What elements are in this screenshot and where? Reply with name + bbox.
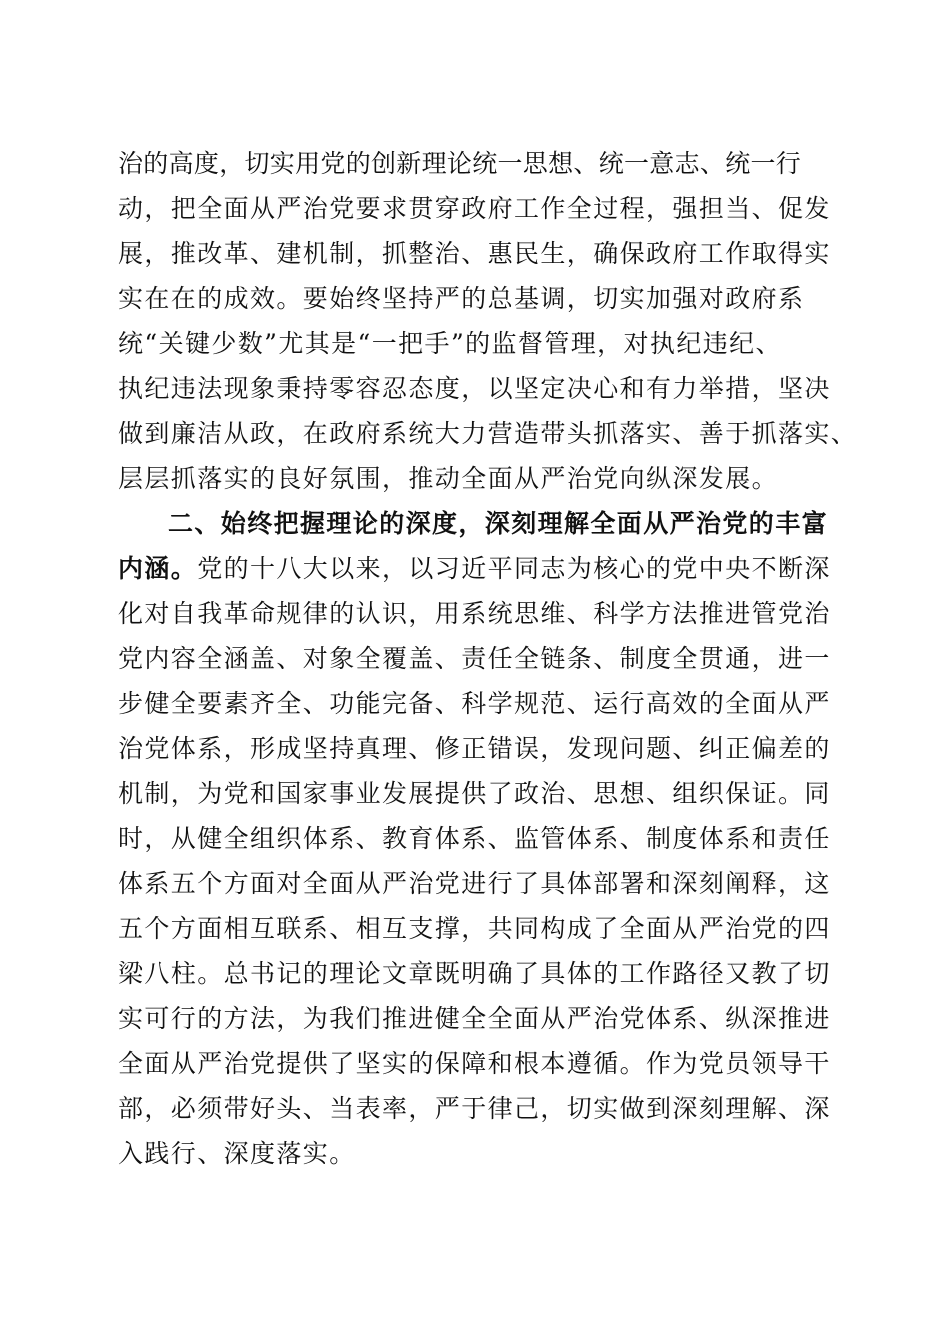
- paragraph-line: 治的高度，切实用党的创新理论统一思想、统一意志、统一行: [118, 149, 802, 178]
- section-heading: 二、始终把握理论的深度，深刻理解全面从严治党的丰富: [168, 509, 829, 538]
- paragraph-line: 梁八柱。总书记的理论文章既明确了具体的工作路径又教了切: [118, 959, 831, 988]
- paragraph-2: [118, 501, 838, 1176]
- paragraph-text: 党的十八大以来，以习近平同志为核心的党中央不断深: [197, 554, 831, 583]
- paragraph-line: 层层抓落实的良好氛围，推动全面从严治党向纵深发展。: [118, 464, 779, 493]
- paragraph-line: 机制，为党和国家事业发展提供了政治、思想、组织保证。同: [118, 779, 831, 808]
- paragraph-line: 入践行、深度落实。: [118, 1139, 356, 1168]
- paragraph-line: 做到廉洁从政，在政府系统大力营造带头抓落实、善于抓落实、: [118, 419, 858, 448]
- paragraph-line: 执纪违法现象秉持零容忍态度，以坚定决心和有力举措，坚决: [118, 374, 831, 403]
- paragraph-line: 治党体系，形成坚持真理、修正错误，发现问题、纠正偏差的: [118, 734, 831, 763]
- section-heading-end: 内涵。: [118, 554, 198, 583]
- paragraph-line: 实在在的成效。要始终坚持严的总基调，切实加强对政府系: [118, 284, 805, 313]
- paragraph-line: 时，从健全组织体系、教育体系、监管体系、制度体系和责任: [118, 824, 831, 853]
- body-text: [118, 141, 858, 1176]
- paragraph-line: 展，推改革、建机制，抓整治、惠民生，确保政府工作取得实: [118, 239, 831, 268]
- paragraph-line: 步健全要素齐全、功能完备、科学规范、运行高效的全面从严: [118, 689, 831, 718]
- paragraph-line: 统“关键少数”尤其是“一把手”的监督管理，对执纪违纪、: [118, 329, 782, 358]
- paragraph-line: 化对自我革命规律的认识，用系统思维、科学方法推进管党治: [118, 599, 831, 628]
- paragraph-line: [118, 546, 838, 591]
- paragraph-line: 五个方面相互联系、相互支撑，共同构成了全面从严治党的四: [118, 914, 831, 943]
- paragraph-line: 体系五个方面对全面从严治党进行了具体部署和深刻阐释，这: [118, 869, 831, 898]
- paragraph-line: 部，必须带好头、当表率，严于律己，切实做到深刻理解、深: [118, 1094, 831, 1123]
- paragraph-line: 实可行的方法，为我们推进健全全面从严治党体系、纵深推进: [118, 1004, 831, 1033]
- paragraph-1: [118, 141, 858, 501]
- paragraph-line: 动，把全面从严治党要求贯穿政府工作全过程，强担当、促发: [118, 194, 831, 223]
- paragraph-line: 党内容全涵盖、对象全覆盖、责任全链条、制度全贯通，进一: [118, 644, 831, 673]
- paragraph-line: 全面从严治党提供了坚实的保障和根本遵循。作为党员领导干: [118, 1049, 831, 1078]
